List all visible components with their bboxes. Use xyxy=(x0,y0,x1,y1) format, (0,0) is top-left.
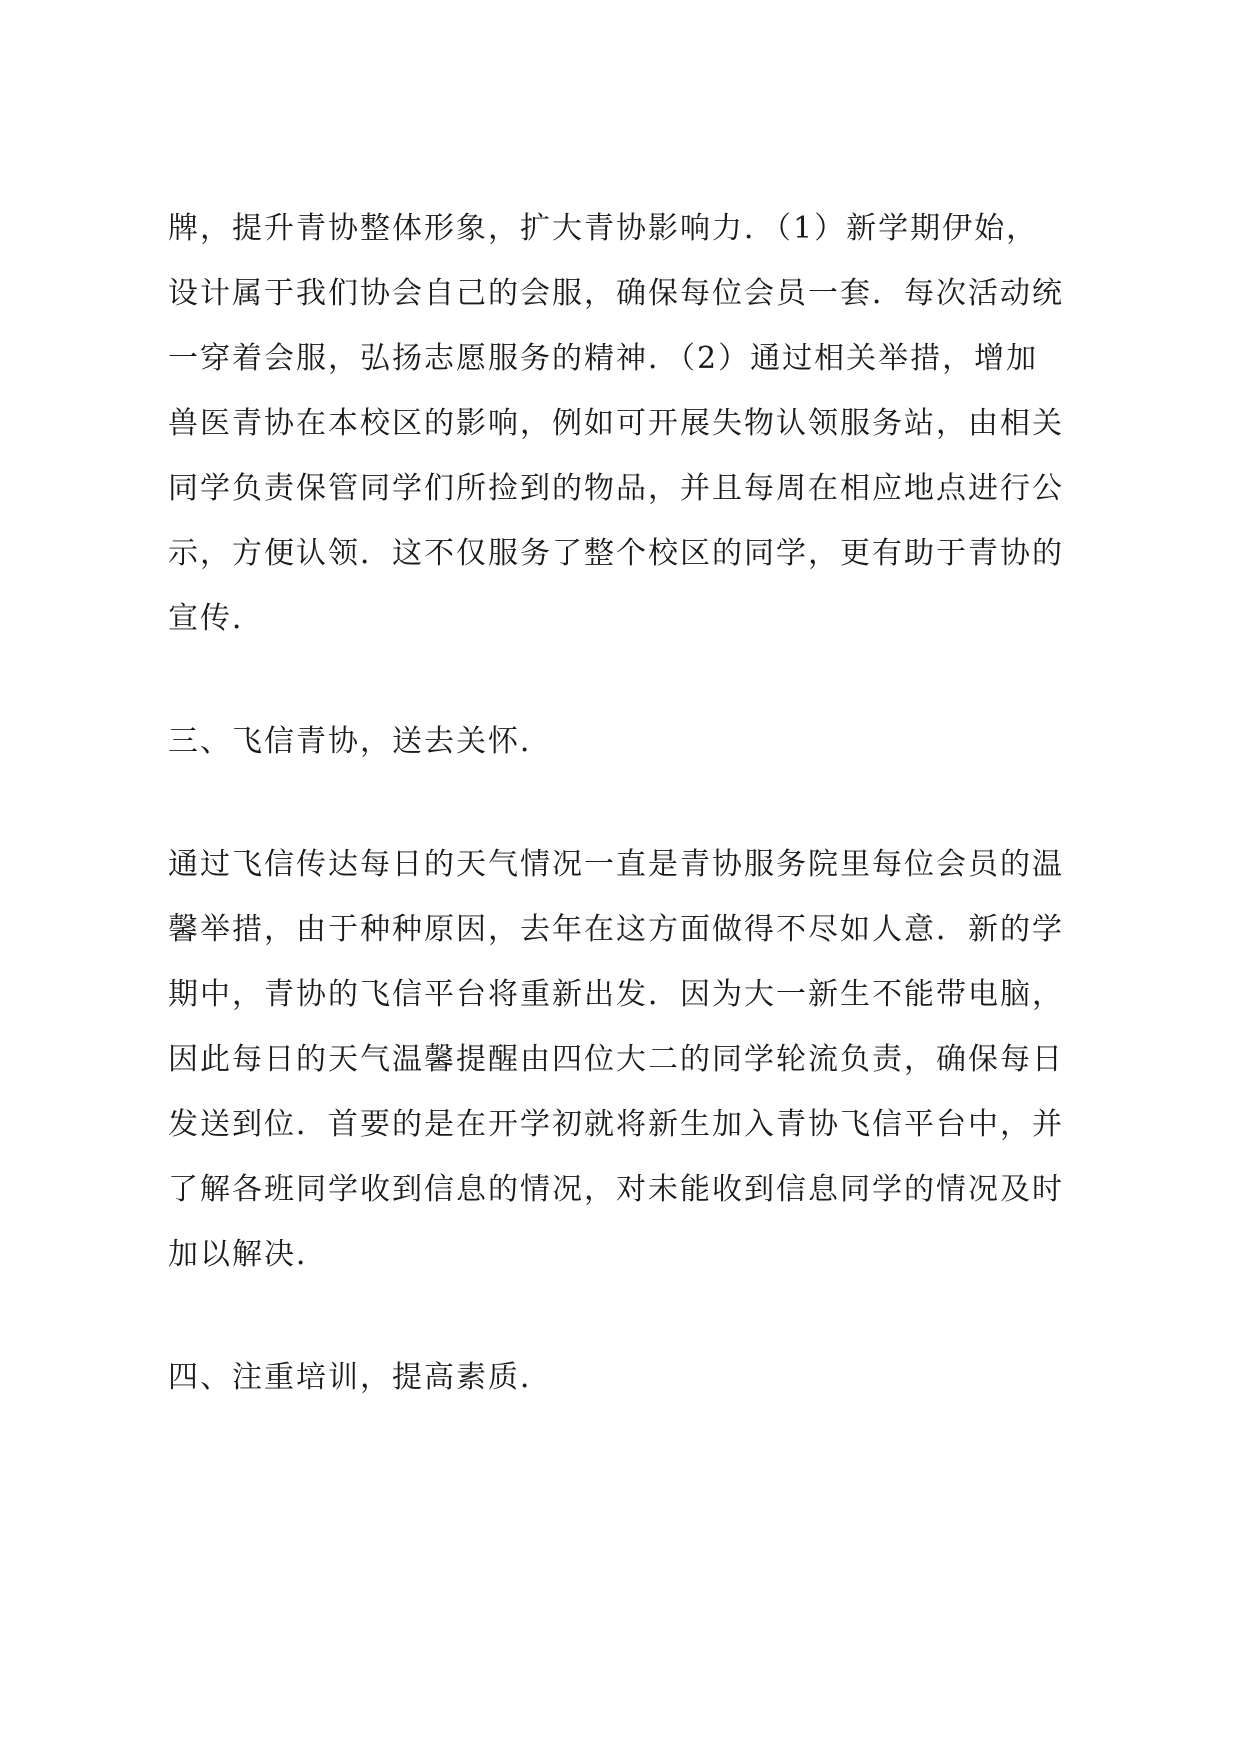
paragraph-spacer xyxy=(168,774,1088,832)
text-line: 通过飞信传达每日的天气情况一直是青协服务院里每位会员的温 xyxy=(168,847,1064,882)
text-line: 设计属于我们协会自己的会服，确保每位会员一套．每次活动统 xyxy=(168,276,1064,311)
text-line: 宣传． xyxy=(168,601,264,636)
paragraph-spacer xyxy=(168,651,1088,709)
text-line: 兽医青协在本校区的影响，例如可开展失物认领服务站，由相关 xyxy=(168,406,1064,441)
text-line: 牌，提升青协整体形象，扩大青协影响力．（1）新学期伊始， xyxy=(168,211,1039,246)
text-line: 馨举措，由于种种原因，去年在这方面做得不尽如人意．新的学 xyxy=(168,912,1064,947)
text-line: 期中，青协的飞信平台将重新出发．因为大一新生不能带电脑， xyxy=(168,977,1064,1012)
paragraph-spacer xyxy=(168,1287,1088,1345)
document-body xyxy=(168,196,1088,1410)
text-line: 同学负责保管同学们所捡到的物品，并且每周在相应地点进行公 xyxy=(168,471,1064,506)
section-heading-3: 三、飞信青协，送去关怀． xyxy=(168,724,552,759)
paragraph-fetion-weather xyxy=(168,832,1088,1287)
paragraph-uniform-and-lost-found xyxy=(168,196,1088,651)
text-line: 一穿着会服，弘扬志愿服务的精神．（2）通过相关举措，增加 xyxy=(168,341,1039,376)
text-line: 加以解决． xyxy=(168,1237,328,1272)
text-line: 示，方便认领．这不仅服务了整个校区的同学，更有助于青协的 xyxy=(168,536,1064,571)
text-line: 了解各班同学收到信息的情况，对未能收到信息同学的情况及时 xyxy=(168,1172,1064,1207)
text-line: 发送到位．首要的是在开学初就将新生加入青协飞信平台中，并 xyxy=(168,1107,1064,1142)
section-heading-4: 四、注重培训，提高素质． xyxy=(168,1360,552,1395)
text-line: 因此每日的天气温馨提醒由四位大二的同学轮流负责，确保每日 xyxy=(168,1042,1064,1077)
